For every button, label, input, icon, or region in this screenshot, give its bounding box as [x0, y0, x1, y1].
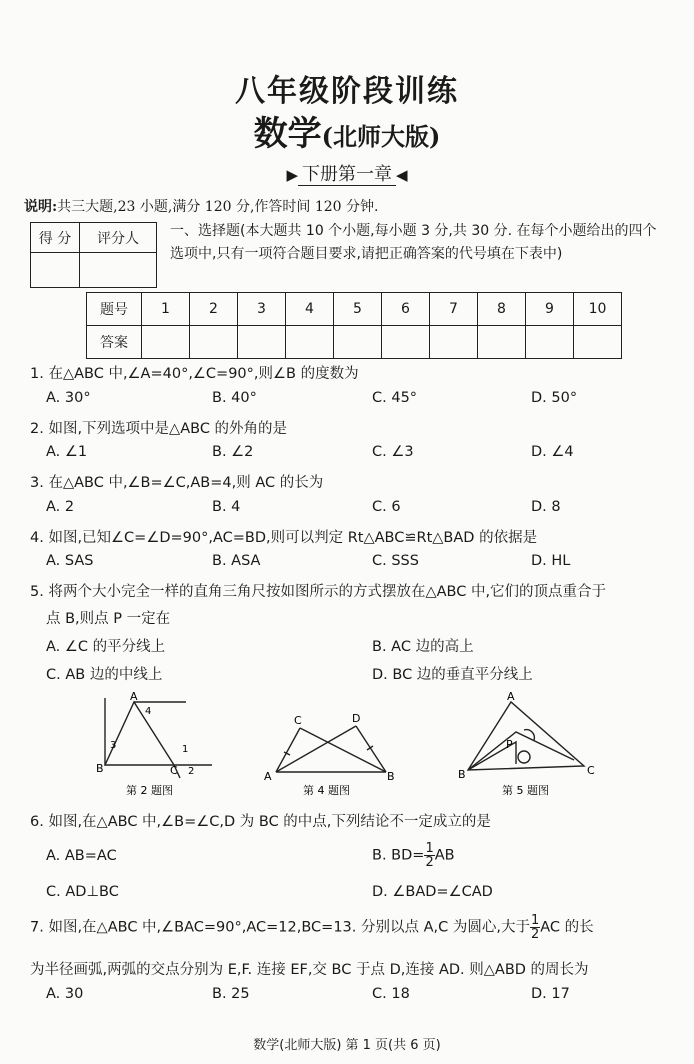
- question-2-stem: 2. 如图,下列选项中是△ABC 的外角的是: [30, 421, 288, 437]
- answer-table-number-row: [87, 293, 622, 326]
- question-1-option-d: D. 50°: [531, 390, 578, 406]
- question-7-option-a: A. 30: [46, 986, 84, 1002]
- question-5-stem-line1: 5. 将两个大小完全一样的直角三角尺按如图所示的方式摆放在△ABC 中,它们的顶点重合于: [30, 584, 607, 600]
- question-number: 8: [478, 293, 526, 326]
- chapter-banner: [0, 160, 694, 186]
- question-6-option-b: [372, 842, 455, 869]
- fig2-label-4: 4: [145, 706, 152, 717]
- subject-title: [0, 106, 694, 155]
- answer-cell[interactable]: [142, 326, 190, 359]
- question-number: 6: [382, 293, 430, 326]
- question-4-option-d: D. HL: [531, 553, 571, 569]
- question-2-option-b: B. ∠2: [212, 444, 254, 460]
- fig2-label-3: 3: [110, 740, 117, 751]
- triangle-abc: [105, 702, 174, 765]
- question-2-option-c: C. ∠3: [372, 444, 414, 460]
- answer-cell[interactable]: [574, 326, 622, 359]
- fraction: [530, 914, 540, 941]
- grader-cell[interactable]: [80, 253, 157, 288]
- question-6-option-b-text: B. BD=: [372, 847, 425, 864]
- question-number: 4: [286, 293, 334, 326]
- answer-cell[interactable]: [526, 326, 574, 359]
- question-number: 3: [238, 293, 286, 326]
- answer-cell[interactable]: [286, 326, 334, 359]
- answer-cell[interactable]: [190, 326, 238, 359]
- question-3-option-b: B. 4: [212, 499, 241, 515]
- question-number: 7: [430, 293, 478, 326]
- question-4-option-c: C. SSS: [372, 553, 419, 569]
- question-1-option-b: B. 40°: [212, 390, 257, 406]
- instructions: [24, 196, 378, 216]
- answer-cell[interactable]: [430, 326, 478, 359]
- question-5-stem-line2: 点 B,则点 P 一定在: [46, 611, 171, 627]
- score-cell[interactable]: [31, 253, 80, 288]
- figure-2: [90, 690, 220, 800]
- question-number: 9: [526, 293, 574, 326]
- score-header: 得 分: [31, 223, 80, 253]
- question-1-option-c: C. 45°: [372, 390, 418, 406]
- fig5-caption: 第 5 题图: [502, 784, 549, 797]
- fraction-denominator: 2: [530, 927, 540, 942]
- question-5-option-d: D. BC 边的垂直平分线上: [372, 667, 533, 683]
- page-footer: 数学(北师大版) 第 1 页(共 6 页): [253, 1038, 441, 1053]
- section-1-heading: 一、选择题(本大题共 10 个小题,每小题 3 分,共 30 分. 在每个小题给出的四个选项中,只有一项符合题目要求,请把正确答案的代号填在下表中): [170, 223, 657, 262]
- fig2-caption: 第 2 题图: [126, 784, 173, 797]
- answer-cell[interactable]: [478, 326, 526, 359]
- fig5-label-c: C: [587, 764, 595, 777]
- answer-cell[interactable]: [238, 326, 286, 359]
- question-4-option-a: A. SAS: [46, 553, 94, 569]
- set-square-1: [468, 732, 574, 770]
- question-3-option-a: A. 2: [46, 499, 75, 515]
- question-6-option-b-tail: AB: [434, 847, 455, 864]
- question-7-stem-post: AC 的长: [540, 919, 594, 936]
- question-2-option-d: D. ∠4: [531, 444, 574, 460]
- fig4-label-b: B: [387, 770, 395, 783]
- page-title: 八年级阶段训练: [235, 74, 459, 109]
- triangle-left-icon: ◀: [396, 166, 408, 184]
- question-number: 1: [142, 293, 190, 326]
- chapter-label: 下册第一章: [298, 164, 396, 186]
- fraction-denominator: 2: [425, 855, 434, 870]
- answer-table: [86, 292, 622, 359]
- edition-label: (北师大版): [321, 122, 441, 151]
- question-2-option-a: A. ∠1: [46, 444, 88, 460]
- question-6-option-c: C. AD⊥BC: [46, 884, 119, 900]
- answer-cell[interactable]: [382, 326, 430, 359]
- question-6-option-a: A. AB=AC: [46, 848, 117, 864]
- question-number: 5: [334, 293, 382, 326]
- fig5-label-a: A: [507, 690, 515, 703]
- subject-name: 数学: [253, 114, 322, 154]
- question-7-option-c: C. 18: [372, 986, 410, 1002]
- question-1-stem: 1. 在△ABC 中,∠A=40°,∠C=90°,则∠B 的度数为: [30, 366, 359, 382]
- question-3-option-c: C. 6: [372, 499, 401, 515]
- triangle-right-icon: ▶: [286, 166, 298, 184]
- question-5-option-c: C. AB 边的中线上: [46, 667, 163, 683]
- grader-header: 评分人: [80, 223, 157, 253]
- question-number-header: 题号: [87, 293, 142, 326]
- fig2-label-a: A: [130, 690, 138, 703]
- question-4-stem: 4. 如图,已知∠C=∠D=90°,AC=BD,则可以判定 Rt△ABC≌Rt△BAD 的依据是: [30, 530, 538, 546]
- fig4-caption: 第 4 题图: [303, 784, 350, 797]
- question-3-stem: 3. 在△ABC 中,∠B=∠C,AB=4,则 AC 的长为: [30, 475, 324, 491]
- answer-table-answer-row: [87, 326, 622, 359]
- fraction-numerator: 1: [530, 913, 540, 928]
- question-7-stem-pre: 7. 如图,在△ABC 中,∠BAC=90°,AC=12,BC=13. 分别以点 A,C 为圆心,大于: [30, 919, 530, 936]
- fig2-label-b: B: [96, 762, 104, 775]
- question-5-option-a: A. ∠C 的平分线上: [46, 639, 166, 655]
- instructions-label: 说明:: [24, 199, 58, 215]
- fig4-label-a: A: [264, 770, 272, 783]
- fig2-label-c: C: [170, 764, 178, 777]
- score-box: [30, 222, 157, 288]
- question-6-stem: 6. 如图,在△ABC 中,∠B=∠C,D 为 BC 的中点,下列结论不一定成立的是: [30, 814, 491, 830]
- fig2-label-1: 1: [182, 744, 189, 755]
- question-7-option-b: B. 25: [212, 986, 250, 1002]
- question-3-option-d: D. 8: [531, 499, 561, 515]
- figure-4: [258, 708, 408, 800]
- fraction: [424, 842, 434, 869]
- question-number: 10: [574, 293, 622, 326]
- fig5-label-b: B: [458, 768, 466, 781]
- figure-5: [454, 690, 604, 800]
- question-1-option-a: A. 30°: [46, 390, 91, 406]
- question-7-stem-line1: [30, 914, 594, 941]
- question-5-option-b: B. AC 边的高上: [372, 639, 474, 655]
- fig2-label-2: 2: [188, 766, 195, 777]
- question-number: 2: [190, 293, 238, 326]
- answer-cell[interactable]: [334, 326, 382, 359]
- fig4-label-d: D: [352, 712, 361, 725]
- question-4-option-b: B. ASA: [212, 553, 261, 569]
- question-6-option-d: D. ∠BAD=∠CAD: [372, 884, 493, 900]
- answer-header: 答案: [87, 326, 142, 359]
- instructions-text: 共三大题,23 小题,满分 120 分,作答时间 120 分钟.: [57, 199, 379, 215]
- fraction-numerator: 1: [425, 841, 434, 856]
- question-7-option-d: D. 17: [531, 986, 570, 1002]
- fig5-label-p: P: [506, 738, 513, 751]
- fig4-label-c: C: [294, 714, 302, 727]
- angle-arc-lower: [518, 751, 530, 763]
- question-7-stem-line2: 为半径画弧,两弧的交点分别为 E,F. 连接 EF,交 BC 于点 D,连接 AD. 则△ABD 的周长为: [30, 962, 589, 978]
